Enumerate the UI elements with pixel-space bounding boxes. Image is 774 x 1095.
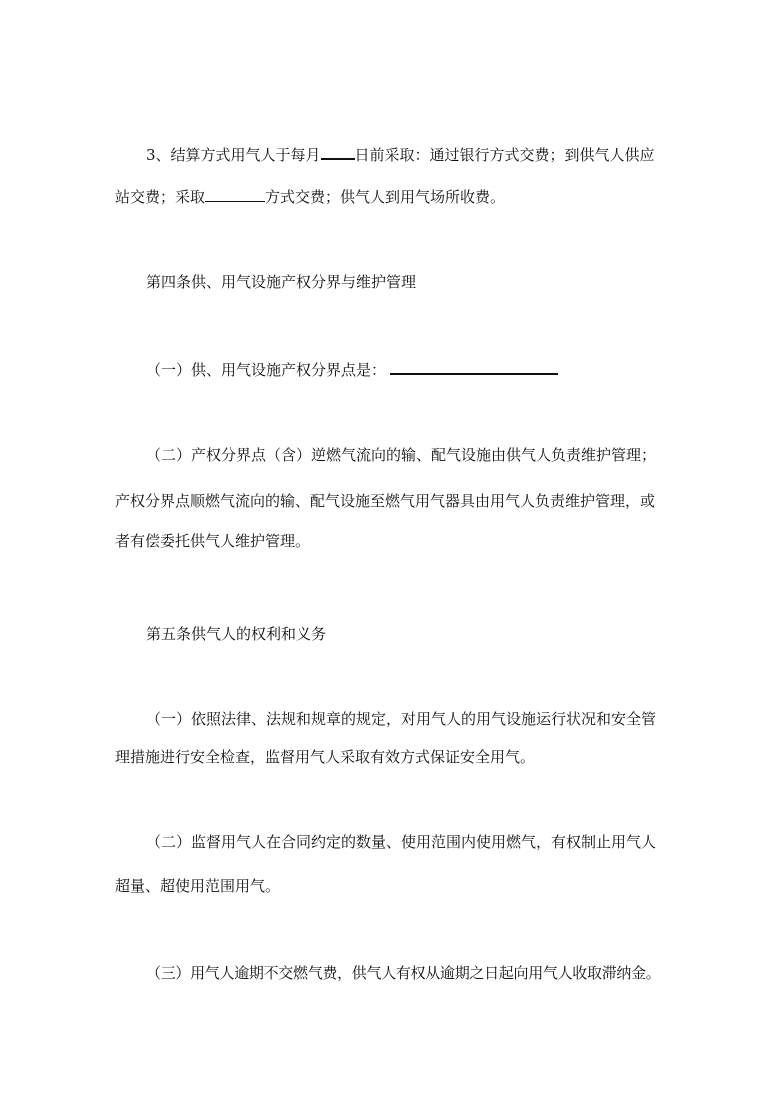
article4-item1 bbox=[146, 352, 691, 388]
article4-heading: 第四条供、用气设施产权分界与维护管理 bbox=[146, 273, 417, 291]
clause3-line1 bbox=[146, 137, 666, 173]
clause3-text: 日前采取：通过银行方式交费；到供气人供应 bbox=[354, 146, 655, 164]
article5-item2-line2: 超量、超使用范围用气。 bbox=[115, 877, 281, 895]
article4-item2-line3: 者有偿委托供气人维护管理。 bbox=[115, 532, 311, 550]
clause3-text: 站交费；采取 bbox=[115, 188, 206, 206]
article4-item2-line1: （二）产权分界点（含）逆燃气流向的输、配气设施由供气人负责维护管理； bbox=[146, 446, 657, 464]
article5-item2-line1: （二）监督用气人在合同约定的数量、使用范围内使用燃气，有权制止用气人 bbox=[146, 833, 657, 851]
article5-item3: （三）用气人逾期不交燃气费，供气人有权从逾期之日起向用气人收取滞纳金。 bbox=[146, 964, 661, 982]
article5-heading: 第五条供气人的权利和义务 bbox=[146, 625, 327, 643]
boundary-point-blank bbox=[390, 359, 558, 375]
article4-item2-line2: 产权分界点顺燃气流向的输、配气设施至燃气用气器具由用气人负责维护管理，或 bbox=[115, 492, 656, 510]
clause3-text: 方式交费；供气人到用气场所收费。 bbox=[265, 188, 506, 206]
clause3-line2 bbox=[115, 179, 660, 215]
article5-item1-line1: （一）依照法律、法规和规章的规定，对用气人的用气设施运行状况和安全管 bbox=[146, 710, 657, 728]
day-blank bbox=[321, 144, 355, 160]
article5-item1-line2: 理措施进行安全检查，监督用气人采取有效方式保证安全用气。 bbox=[115, 748, 536, 766]
method-blank bbox=[205, 187, 265, 202]
article4-item1-text: （一）供、用气设施产权分界点是： bbox=[146, 361, 387, 379]
clause3-text: 3、结算方式用气人于每月 bbox=[146, 146, 321, 164]
